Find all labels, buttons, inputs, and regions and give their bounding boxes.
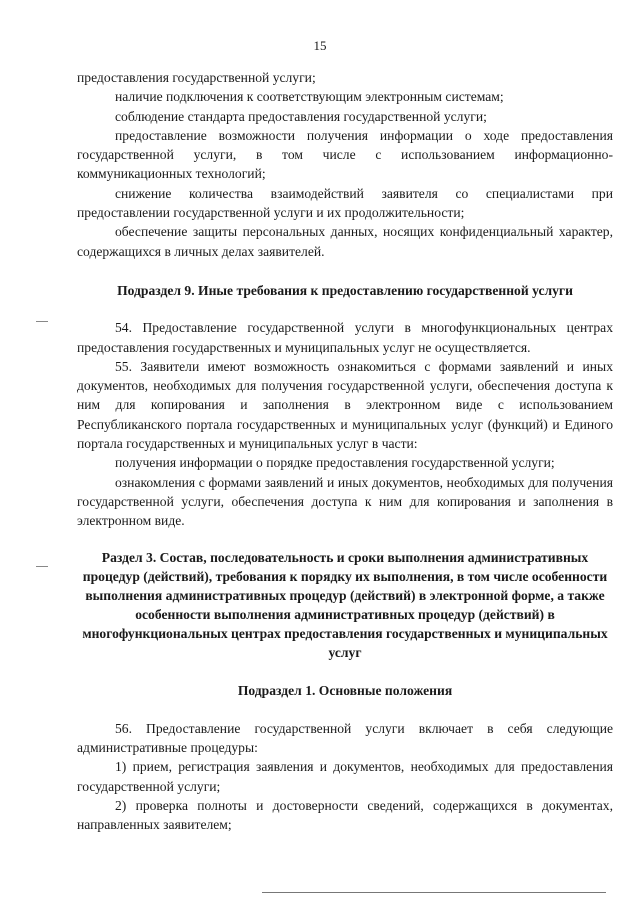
paragraph: обеспечение защиты персональных данных, носящих конфиденциальный характер, содержащихся в личных делах заявителей. xyxy=(77,224,613,259)
paragraph: предоставление возможности получения информации о ходе предоставления государственной услуги, в том числе с использованием информационно-коммуникационных технологий; xyxy=(77,127,613,182)
paragraph: ознакомления с формами заявлений и иных документов, необходимых для получения государственной услуги, обеспечения доступа к ним для копирования и заполнения в электронном виде. xyxy=(77,474,613,529)
subsection-9-heading: Подраздел 9. Иные требования к предоставлению государственной услуги xyxy=(117,282,573,298)
paragraph: предоставления государственной услуги; xyxy=(77,70,316,85)
paragraph: 1) прием, регистрация заявления и документов, необходимых для предоставления государственной услуги; xyxy=(77,759,613,794)
footer-divider xyxy=(262,892,606,893)
document-body xyxy=(77,68,613,835)
page-number: 15 xyxy=(313,38,327,53)
paragraph: получения информации о порядке предоставления государственной услуги; xyxy=(115,455,555,471)
paragraph: 55. Заявители имеют возможность ознакомиться с формами заявлений и иных документов, необходимых для получения государственной услуги, обеспечения доступа к ним для копирования и заполнения в электронном виде с использованием Республиканского портала государственных и муниципальных услуг (функций) и Единого портала государственных и муниципальных услуг в части: xyxy=(77,358,613,452)
paragraph: наличие подключения к соответствующим электронным системам; xyxy=(115,89,504,105)
paragraph: 56. Предоставление государственной услуги включает в себя следующие административные процедуры: xyxy=(77,720,613,756)
margin-mark xyxy=(36,566,48,569)
paragraph: 2) проверка полноты и достоверности сведений, содержащихся в документах, направленных заявителем; xyxy=(77,798,613,833)
section-3-heading: Раздел 3. Состав, последовательность и сроки выполнения административных процедур (действий), требования к порядку их выполнения, в том числе особенности выполнения административных процедур (действий) в электронной форме, а также особенности выполнения административных процедур (действий) в многофункциональных центрах предоставления государственных и муниципальных услуг xyxy=(82,549,608,660)
paragraph: соблюдение стандарта предоставления государственной услуги; xyxy=(115,108,487,124)
subsection-1-heading: Подраздел 1. Основные положения xyxy=(237,682,453,698)
paragraph: 54. Предоставление государственной услуги в многофункциональных центрах предоставления государственных и муниципальных услуг не осуществляется. xyxy=(77,320,613,355)
paragraph: снижение количества взаимодействий заявителя со специалистами при предоставлении государственной услуги и их продолжительности; xyxy=(77,185,613,221)
margin-mark xyxy=(36,321,48,324)
